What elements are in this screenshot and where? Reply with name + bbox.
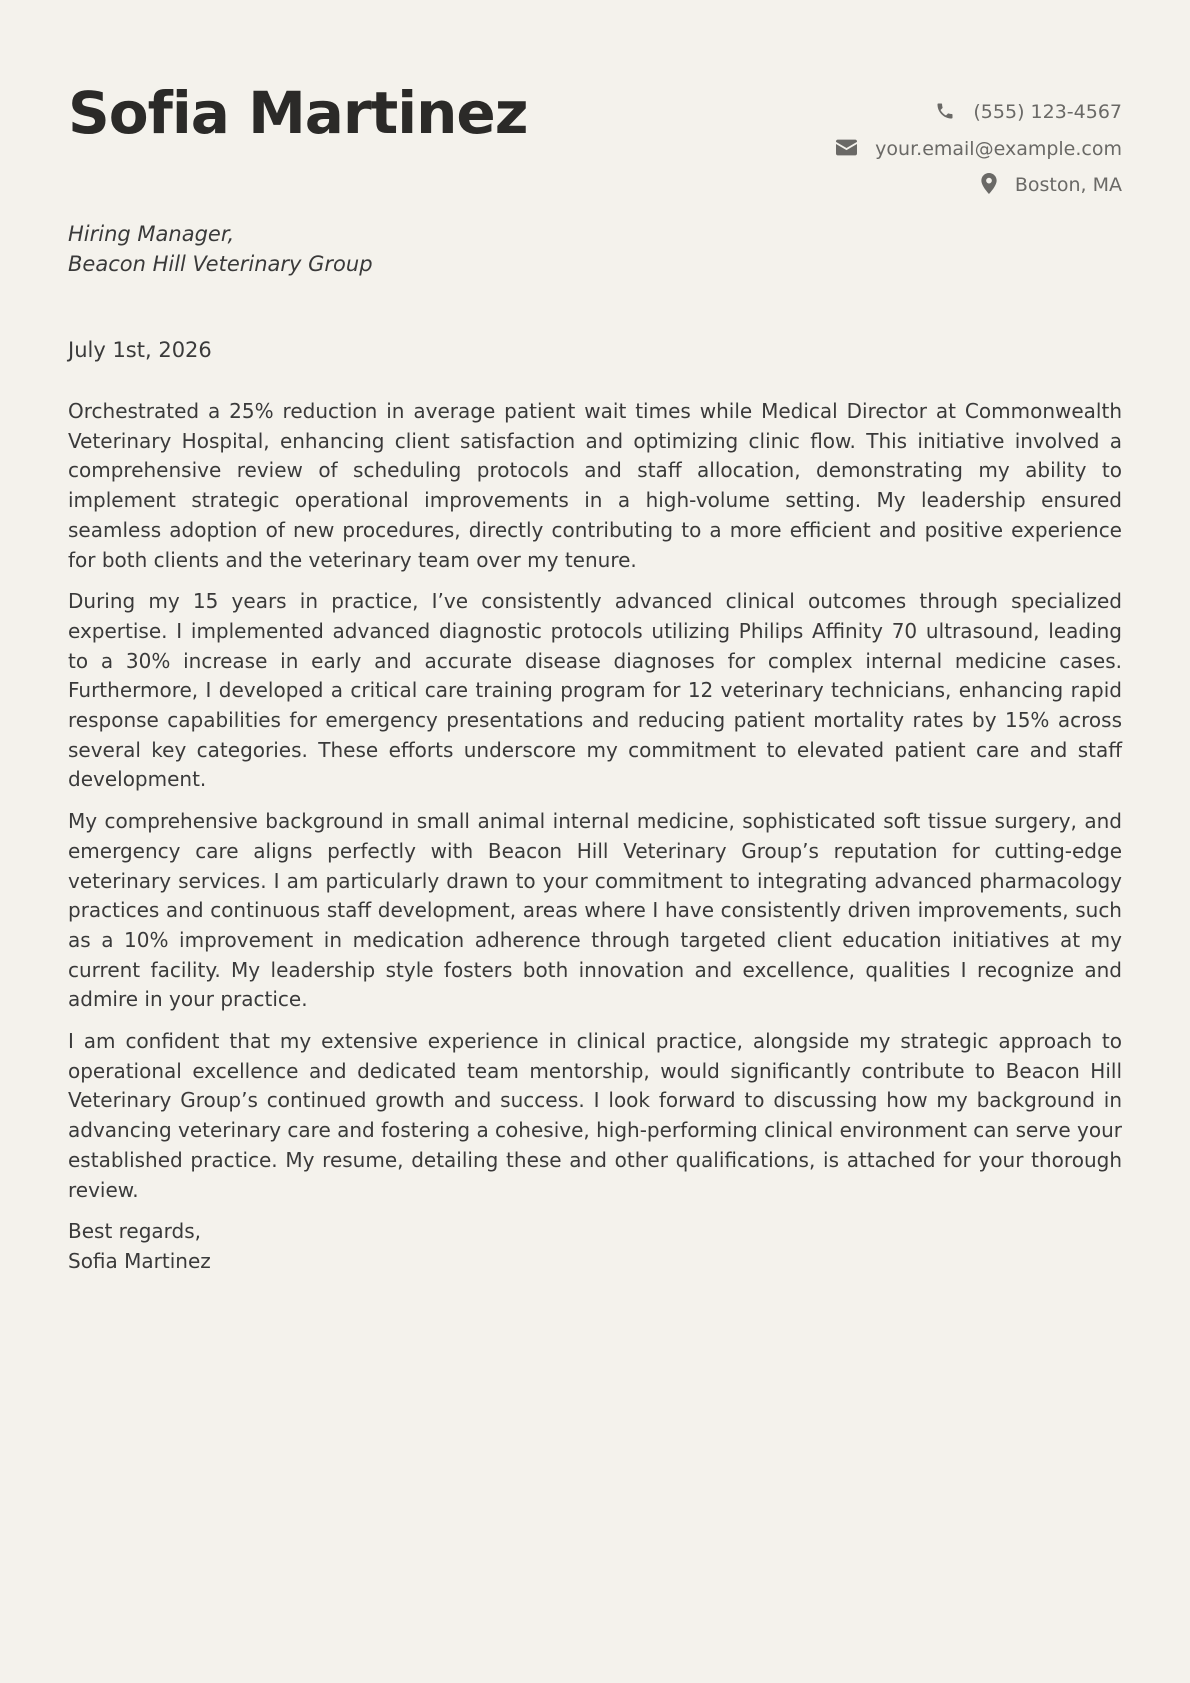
recipient-company: Beacon Hill Veterinary Group	[68, 252, 373, 276]
phone-icon	[935, 101, 955, 121]
body-paragraph: My comprehensive background in small animal internal medicine, sophisticated soft tissue surgery, and emergency care aligns perfectly with Beacon Hill Veterinary Group’s reputation for cutting-edge veterinary services. I am particularly drawn to your commitment to integrating advanced pharmacology practices and continuous staff development, areas where I have consistently driven improvements, such as a 10% improvement in medication adherence through targeted client education initiatives at my current facility. My leadership style fosters both innovation and excellence, qualities I recognize and admire in your practice.	[68, 809, 1122, 1012]
letter-header	[68, 0, 1122, 210]
closing-signature: Sofia Martinez	[68, 1248, 211, 1273]
body-paragraph: I am confident that my extensive experience in clinical practice, alongside my strategic approach to operational excellence and dedicated team mentorship, would significantly contribute to Beacon Hill Veterinary Group’s continued growth and success. I look forward to discussing how my background in advancing veterinary care and fostering a cohesive, high-performing clinical environment can serve your established practice. My resume, detailing these and other qualifications, is attached for your thorough review.	[68, 1029, 1123, 1202]
letter-body	[68, 397, 1122, 1277]
letter-closing	[68, 1217, 1122, 1276]
email-address: your.email@example.com	[875, 137, 1122, 160]
location-text: Boston, MA	[1014, 174, 1122, 196]
recipient-title: Hiring Manager,	[68, 222, 235, 246]
body-paragraph: Orchestrated a 25% reduction in average patient wait times while Medical Director at Commonwealth Veterinary Hospital, enhancing client satisfaction and optimizing clinic flow. This initiative involved a comprehensive review of scheduling protocols and staff allocation, demonstrating my ability to implement strategic operational improvements in a high-volume setting. My leadership ensured seamless adoption of new procedures, directly contributing to a more efficient and positive experience for both clients and the veterinary team over my tenure.	[68, 399, 1122, 572]
closing-salutation: Best regards,	[68, 1219, 202, 1244]
cover-letter-page	[68, 0, 1122, 1683]
map-pin-icon	[981, 173, 997, 194]
phone-number: (555) 123-4567	[973, 101, 1122, 123]
recipient-block	[68, 219, 373, 279]
applicant-name: Sofia Martinez	[68, 79, 528, 147]
contact-email	[836, 131, 1122, 168]
contact-phone	[836, 94, 1122, 131]
body-paragraph: During my 15 years in practice, I’ve consistently advanced clinical outcomes through specialized expertise. I implemented advanced diagnostic protocols utilizing Philips Affinity 70 ultrasound, leading to a 30% increase in early and accurate disease diagnoses for complex internal medicine cases. Furthermore, I developed a critical care training program for 12 veterinary technicians, enhancing rapid response capabilities for emergency presentations and reducing patient mortality rates by 15% across several key categories. These efforts underscore my commitment to elevated patient care and staff development.	[68, 589, 1122, 792]
contact-location	[836, 167, 1122, 204]
envelope-icon	[836, 139, 857, 156]
contact-info	[836, 94, 1122, 204]
letter-date: July 1st, 2026	[68, 338, 212, 362]
